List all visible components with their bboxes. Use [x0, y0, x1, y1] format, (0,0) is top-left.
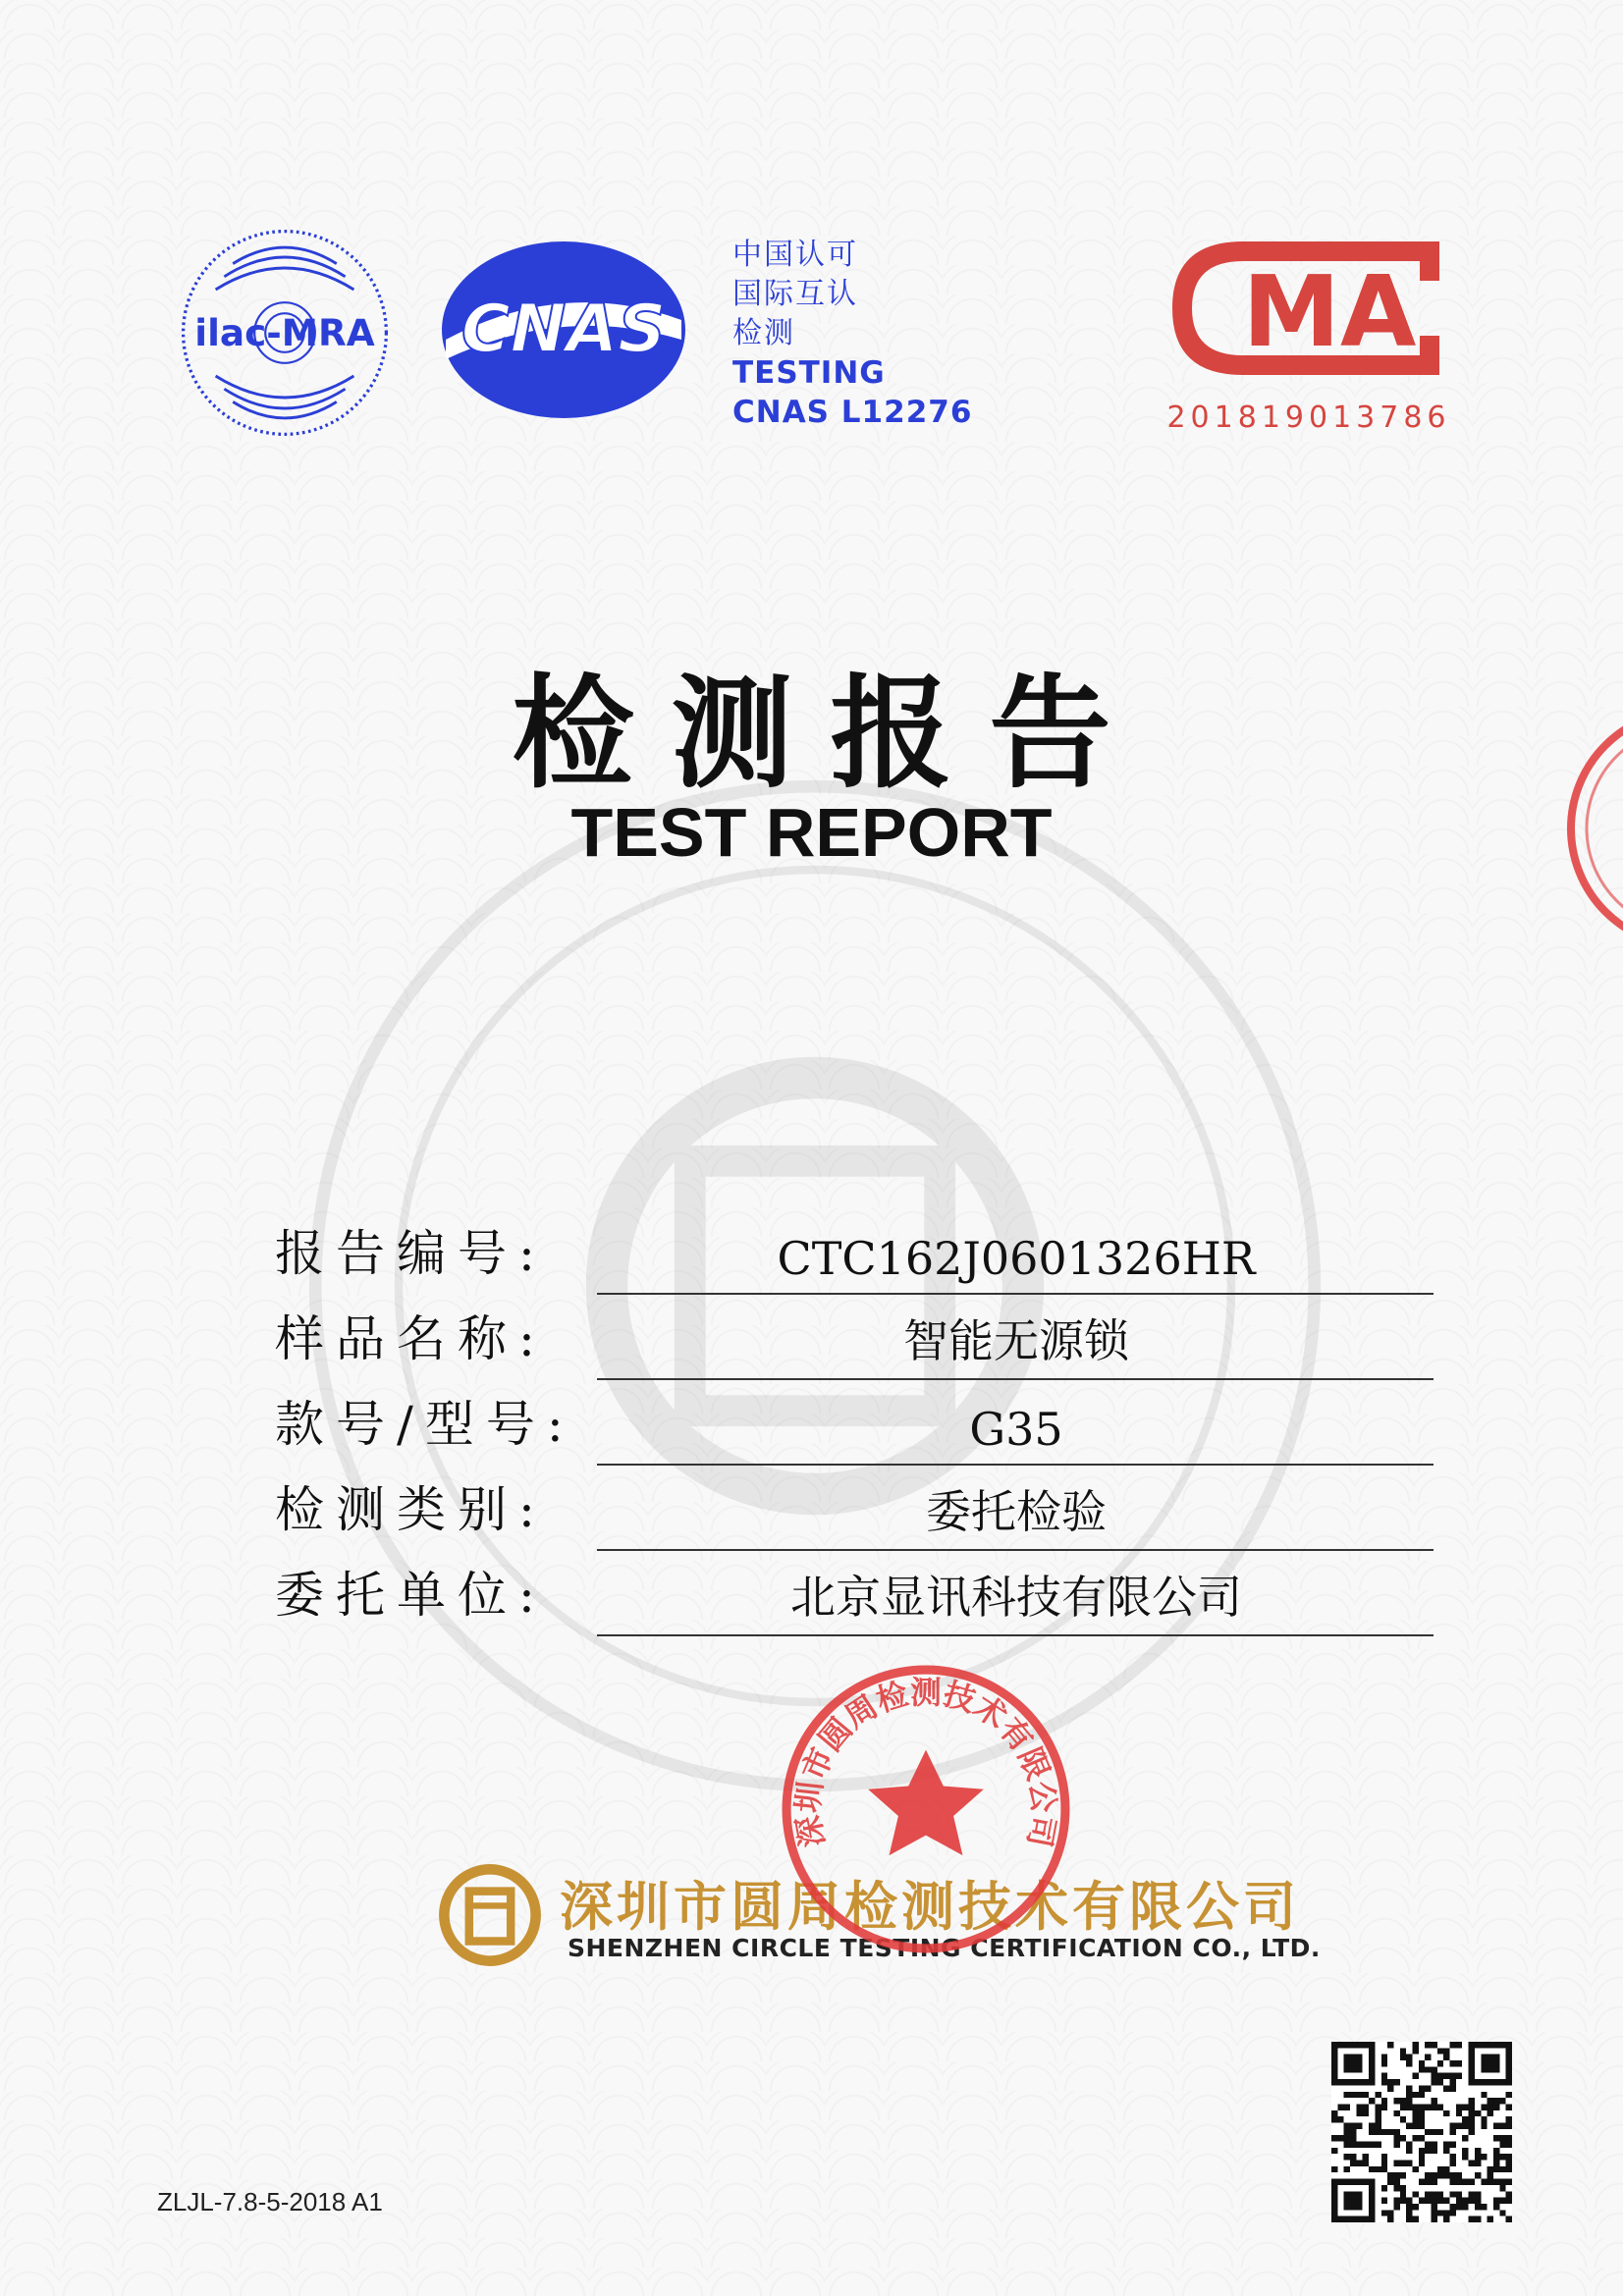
cnas-logo-text: CNAS: [460, 291, 667, 368]
ilac-logo-text: ilac-MRA: [194, 311, 375, 355]
cnas-line-1: 中国认可: [732, 238, 858, 272]
company-name-en: SHENZHEN CIRCLE TESTING CERTIFICATION CO., LTD.: [568, 1934, 1321, 1962]
cnas-accreditation-text: [732, 236, 972, 432]
company-seal-icon: [778, 1661, 1074, 1957]
info-value: CTC162J0601326HR: [777, 1232, 1256, 1285]
info-row-report-number: [275, 1207, 1434, 1293]
edge-seal-icon: [1551, 701, 1623, 956]
info-row-sample-name: [275, 1293, 1434, 1378]
cma-logo-text: MA: [1242, 254, 1417, 369]
seal-text: 深圳市圆周检测技术有限公司: [790, 1675, 1061, 1850]
company-name-cn: 深圳市圆周检测技术有限公司: [560, 1876, 1300, 1938]
info-row-model: [275, 1378, 1434, 1464]
report-title-en: TEST REPORT: [570, 794, 1053, 871]
info-label: 检测类别:: [275, 1481, 547, 1538]
info-value: G35: [969, 1403, 1063, 1456]
ilac-mra-logo-icon: [177, 224, 393, 442]
cma-logo-icon: [1164, 234, 1453, 383]
info-row-client: [275, 1549, 1434, 1634]
info-row-test-type: [275, 1464, 1434, 1549]
info-value: 北京显讯科技有限公司: [790, 1571, 1242, 1624]
qr-code-icon: [1331, 2042, 1512, 2222]
info-label: 款号/型号:: [275, 1396, 575, 1453]
info-label: 报告编号:: [275, 1225, 547, 1282]
form-code: ZLJL-7.8-5-2018 A1: [157, 2187, 383, 2216]
cma-number: 201819013786: [1166, 400, 1451, 435]
cnas-line-3: 检测: [732, 316, 795, 350]
company-logo-icon: [438, 1857, 542, 1973]
info-value: 委托检验: [926, 1485, 1107, 1538]
cnas-line-4: TESTING: [732, 355, 886, 391]
cnas-logo-icon: [438, 238, 689, 424]
report-title-cn: 检测报告: [512, 664, 1149, 805]
underline: [597, 1634, 1434, 1636]
cnas-line-5: CNAS L12276: [732, 395, 973, 430]
info-label: 委托单位:: [275, 1567, 547, 1624]
info-value: 智能无源锁: [903, 1314, 1129, 1367]
info-label: 样品名称:: [275, 1310, 547, 1367]
cnas-line-2: 国际互认: [732, 277, 858, 311]
